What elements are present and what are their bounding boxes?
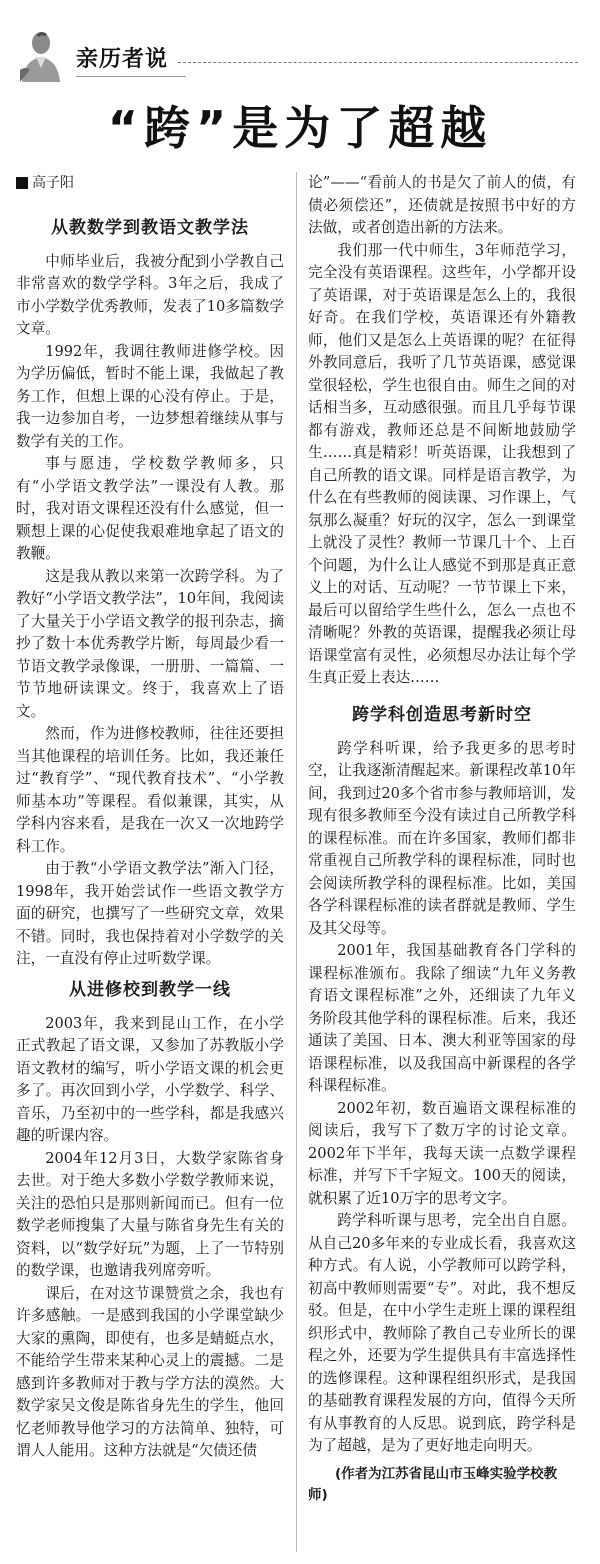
paragraph: 我们那一代中师生，3年师范学习，完全没有英语课程。这些年，小学都开设了英语课，对于英语课是怎么上的，我很好奇。在我们学校，英语课还有外籍教师，他们又是怎么上英语课的呢？在征得外教同意后，我听了几节英语课，感觉课堂很轻松，学生也很自由。师生之间的对话相当多，互动感很强。而且几乎每节课都有游戏，教师还总是不间断地鼓励学生……真是精彩！听英语课，让我想到了自己所教的语文课。同样是语言教学，为什么在有些教师的阅读课、习作课上，气氛那么凝重？好玩的汉字，怎么一到课堂上就没了灵性？教师一节课几十个、上百个问题，为什么让人感觉不到那是真正意义上的对话、互动呢？一节节课上下来，最后可以留给学生些什么，怎么一点也不清晰呢？外教的英语课，提醒我必须让母语课堂富有灵性，必须想尽办法让每个学生真正爱上表达…… xyxy=(308,241,576,686)
article-title: “跨”是为了超越 xyxy=(107,101,493,155)
right-column xyxy=(308,172,576,1506)
column-divider xyxy=(296,172,297,1552)
paragraph: 跨学科听课，给予我更多的思考时空，让我逐渐清醒起来。新课程改革10年间，我到过20多个省市参与教师培训，发现有很多教师至今没有读过自己所教学科的课程标准。而在许多国家，教师们都非常重视自己所教学科的课程标准，同时也会阅读所教学科的课程标准。比如，美国各学科课程标准的读者群就是教师、学生及其父母等。 xyxy=(308,739,576,937)
author-avatar xyxy=(18,26,64,82)
author-note: (作者为江苏省昆山市玉峰实验学校教师) xyxy=(308,1465,558,1503)
paragraph: 课后，在对这节课赞赏之余，我也有许多感触。一是感到我国的小学课堂缺少大家的熏陶，即使有，也多是蜻蜓点水，不能给学生带来某种心灵上的震撼。二是感到许多教师对于教与学方法的漠然。大数学家吴文俊是陈省身先生的学生，他回忆老师教导他学习的方法简单、独特，可谓人人能用。这种方法就是“欠债还债 xyxy=(16,1284,284,1459)
paragraph: 这是我从教以来第一次跨学科。为了教好“小学语文教学法”，10年间，我阅读了大量关于小学语文教学的报刊杂志，摘抄了数十本优秀教学片断，每周最少看一节语文教学录像课，一册册、一篇篇、一节节地研读课文。终于，我喜欢上了语文。 xyxy=(16,567,284,720)
byline-square-icon xyxy=(16,177,28,189)
paragraph: 2004年12月3日，大数学家陈省身去世。对于绝大多数小学数学教师来说，关注的恐怕只是那则新闻而已。但有一位数学老师搜集了大量与陈省身先生有关的资料，以“数学好玩”为题，上了一节特别的数学课，也邀请我列席旁听。 xyxy=(16,1149,284,1279)
section-heading: 从进修校到教学一线 xyxy=(69,979,231,1000)
paragraph: 由于教“小学语文教学法”渐入门径，1998年，我开始尝试作一些语文教学方面的研究，也撰写了一些研究文章，效果不错。同时，我也保持着对小学数学的关注，一直没有停止过听数学课。 xyxy=(16,860,284,967)
paragraph: 2002年初，数百遍语文课程标准的阅读后，我写下了数万字的讨论文章。2002年下半年，我每天读一点数学课程标准，并写下千字短文。100天的阅读，就积累了近10万字的思考文字。 xyxy=(308,1099,576,1207)
header-underline xyxy=(76,76,186,77)
paragraph: 2001年，我国基础教育各门学科的课程标准颁布。我除了细读“九年义务教育语文课程标准”之外，还细读了九年义务阶段其他学科的课程标准。后来，我还通读了美国、日本、澳大利亚等国家的母语课程标准，以及我国高中新课程的各学科课程标准。 xyxy=(308,942,576,1094)
section-heading: 跨学科创造思考新时空 xyxy=(352,704,532,725)
column-header xyxy=(0,0,600,88)
section-heading: 从教数学到教语文教学法 xyxy=(51,217,249,238)
author-name: 高子阳 xyxy=(32,175,74,191)
paragraph: 然而，作为进修校教师，往往还要担当其他课程的培训任务。比如，我还兼任过“教育学”、“现代教育技术”、“小学教师基本功”等课程。看似兼课，其实，从学科内容来看，是我在一次又一次地跨学科工作。 xyxy=(16,725,284,855)
byline xyxy=(16,172,284,195)
header-dashed-rule xyxy=(178,62,578,63)
paragraph: 2003年，我来到昆山工作，在小学正式教起了语文课，又参加了苏教版小学语文教材的编写，听小学语文课的机会更多了。再次回到小学，小学数学、科学、音乐，乃至初中的一些学科，都是我感兴趣的听课内容。 xyxy=(16,1014,284,1144)
paragraph-continuation: 论”——“看前人的书是欠了前人的债，有债必须偿还”，还债就是按照书中好的方法做，或者创造出新的方法来。 xyxy=(308,174,576,236)
paragraph: 中师毕业后，我被分配到小学教自己非常喜欢的数学学科。3年之后，我成了市小学数学优秀教师，发表了10多篇数学文章。 xyxy=(16,252,284,337)
paragraph: 1992年，我调往教师进修学校。因为学历偏低，暂时不能上课，我做起了教务工作，但想上课的心没有停止。于是，我一边参加自考，一边梦想着继续从事与数学有关的工作。 xyxy=(16,342,284,450)
paragraph: 跨学科听课与思考，完全出自自愿。从自己20多年来的专业成长看，我喜欢这种方式。有人说，小学教师可以跨学科，初高中教师则需要“专”。对此，我不想反驳。但是，在中小学生走班上课的课程组织形式中，教师除了教自己专业所长的课程之外，还要为学生提供具有丰富选择性的选修课程。这种课程组织形式，是我国的基础教育课程发展的方向，值得今天所有从事教育的人反思。说到底，跨学科是为了超越，是为了更好地走向明天。 xyxy=(308,1212,576,1454)
left-column xyxy=(16,172,284,1463)
paragraph: 事与愿违，学校数学教师多，只有“小学语文教学法”一课没有人教。那时，我对语文课程还没有什么感觉，但一颗想上课的心促使我艰难地拿起了语文的教鞭。 xyxy=(16,455,284,562)
column-label: 亲历者说 xyxy=(76,47,169,72)
